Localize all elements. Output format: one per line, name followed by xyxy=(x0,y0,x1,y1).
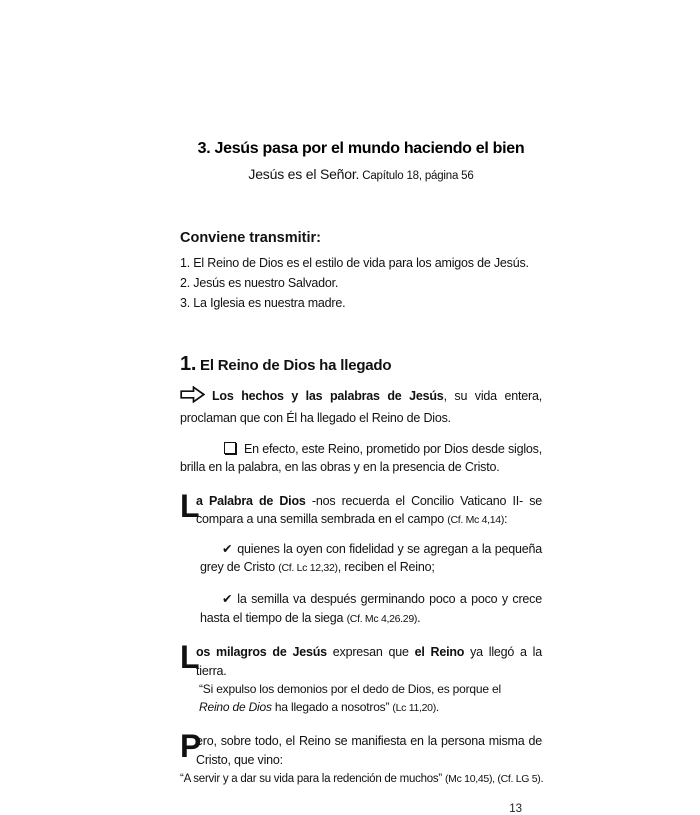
scripture-ref-mc414: (Cf. Mc 4,14) xyxy=(447,514,505,526)
transmit-item-3: 3. La Iglesia es nuestra madre. xyxy=(180,296,346,310)
quote-servir-tail: . xyxy=(540,773,544,785)
paragraph-palabra-text: -nos recuerda el Concilio Vaticano II- se compara a una semilla sembrada en el campo xyxy=(196,493,542,526)
paragraph-hechos xyxy=(180,386,542,427)
paragraph-pero xyxy=(180,728,544,789)
paragraph-palabra xyxy=(180,487,542,530)
quote-expulso-italic: Reino de Dios xyxy=(199,699,272,714)
subtitle-text: Jesús es el Señor. xyxy=(248,166,360,182)
open-square-icon xyxy=(224,442,236,454)
page-number: 13 xyxy=(509,802,522,815)
quote-expulso-post: ha llegado a nosotros” xyxy=(271,699,393,714)
paragraph-pero-text: ero, sobre todo, el Reino se manifiesta en la persona misma de Cristo, que vino: xyxy=(196,734,542,767)
paragraph-milagros xyxy=(180,639,542,717)
quote-servir xyxy=(180,771,542,789)
page-subtitle xyxy=(180,166,542,184)
quote-expulso-pre: “Si expulso los demonios por el dedo de Dios, es porque el xyxy=(199,682,501,696)
scripture-ref-lc1232: (Cf. Lc 12,32) xyxy=(278,562,338,574)
check-item-1-text: quienes la oyen con fidelidad y se agregan a la pequeña grey de Cristo xyxy=(200,541,542,574)
paragraph-en-efecto xyxy=(180,440,542,477)
scripture-ref-mc1045: (Mc 10,45), (Cf. LG 5) xyxy=(444,773,541,785)
arrow-right-icon xyxy=(180,386,205,409)
page-title: 3. Jesús pasa por el mundo haciendo el bien xyxy=(197,140,525,157)
check-item-2-text: la semilla va después germinando poco a poco y crece hasta el tiempo de la siega xyxy=(200,592,542,625)
paragraph-milagros-bold2: el Reino xyxy=(414,645,465,659)
paragraph-en-efecto-text: En efecto, este Reino, prometido por Dios desde siglos, brilla en la palabra, en las obras y en la presencia de Cristo. xyxy=(180,441,542,474)
quote-servir-text: “A servir y a dar su vida para la redención de muchos” xyxy=(180,773,445,785)
check-icon: ✔ xyxy=(222,541,233,556)
paragraph-milagros-mid: expresan que xyxy=(326,645,415,659)
scripture-ref-mc42629: (Cf. Mc 4,26.29) xyxy=(346,612,418,625)
transmit-item-2: 2. Jesús es nuestro Salvador. xyxy=(180,276,339,290)
transmit-section xyxy=(180,230,542,313)
scripture-ref-lc1120: (Lc 11,20) xyxy=(392,701,436,714)
check-icon: ✔ xyxy=(222,592,233,606)
check-item-1 xyxy=(180,540,542,578)
quote-expulso xyxy=(196,681,514,717)
chapter-reference: Capítulo 18, página 56 xyxy=(359,170,474,182)
section-heading xyxy=(180,353,542,376)
section-number: 1. xyxy=(180,353,197,375)
quote-expulso-tail: . xyxy=(435,699,440,714)
paragraph-hechos-text: , su vida entera, proclaman que con Él ha llegado el Reino de Dios. xyxy=(180,389,542,425)
document-page xyxy=(180,140,542,815)
transmit-list xyxy=(180,253,542,313)
transmit-item-1: 1. El Reino de Dios es el estilo de vida para los amigos de Jesús. xyxy=(180,256,529,270)
drop-cap-p: P xyxy=(180,728,202,764)
check-item-2 xyxy=(180,590,542,628)
drop-cap-l: L xyxy=(180,639,200,675)
paragraph-milagros-text: ya llegó a la tierra. xyxy=(196,645,542,678)
paragraph-hechos-bold: Los hechos y las palabras de Jesús xyxy=(212,389,444,403)
paragraph-milagros-bold: os milagros de Jesús xyxy=(196,645,327,659)
paragraph-palabra-bold: a Palabra de Dios xyxy=(196,493,306,508)
drop-cap-l: L xyxy=(180,487,200,524)
check-item-1-tail: , reciben el Reino; xyxy=(337,560,435,574)
section-title: El Reino de Dios ha llegado xyxy=(196,357,392,374)
transmit-heading: Conviene transmitir: xyxy=(180,230,321,246)
paragraph-palabra-tail: : xyxy=(504,512,508,526)
check-item-2-tail: . xyxy=(417,610,421,625)
